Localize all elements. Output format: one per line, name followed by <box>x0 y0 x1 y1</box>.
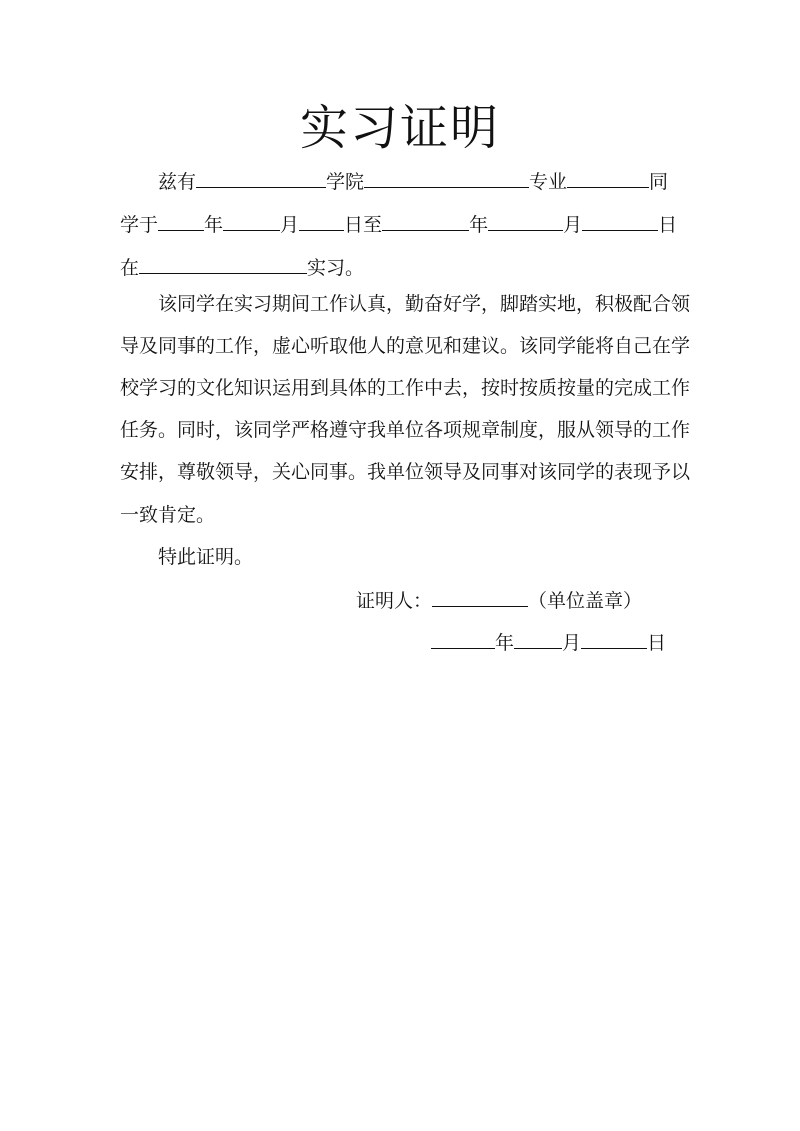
paragraph-line: 任务。同时，该同学严格遵守我单位各项规章制度，服从领导的工作 <box>120 419 691 441</box>
date-text: 月 <box>562 632 582 654</box>
end-month-blank[interactable] <box>488 210 563 231</box>
intro-text: 实习。 <box>307 257 365 279</box>
signatory-blank[interactable] <box>432 586 528 607</box>
page-title: 实习证明 <box>299 100 500 156</box>
intro-text: 学于 <box>120 214 159 236</box>
intro-text: 学院 <box>326 171 365 193</box>
date-text: 日 <box>647 632 667 654</box>
end-day-blank[interactable] <box>582 210 658 231</box>
student-name-blank[interactable] <box>196 167 326 188</box>
stamp-note: （单位盖章） <box>528 590 643 612</box>
intro-text: 日 <box>658 214 678 236</box>
company-blank[interactable] <box>139 253 307 274</box>
paragraph-line: 一致肯定。 <box>120 504 216 526</box>
college-blank[interactable] <box>364 167 529 188</box>
intro-text: 日至 <box>344 214 383 236</box>
date-line <box>431 628 666 658</box>
sign-month-blank[interactable] <box>514 628 562 649</box>
intro-text: 月 <box>280 214 300 236</box>
start-year-blank[interactable] <box>158 210 204 231</box>
intro-text: 年 <box>469 214 489 236</box>
intro-text: 兹有 <box>158 171 197 193</box>
signature-label: 证明人： <box>356 590 433 612</box>
intro-text: 在 <box>120 257 140 279</box>
closing-text: 特此证明。 <box>158 546 254 568</box>
paragraph-line: 导及同事的工作，虚心听取他人的意见和建议。该同学能将自己在学 <box>120 335 691 357</box>
end-year-blank[interactable] <box>382 210 469 231</box>
start-month-blank[interactable] <box>223 210 280 231</box>
start-day-blank[interactable] <box>299 210 344 231</box>
signature-line <box>356 586 642 616</box>
sign-year-blank[interactable] <box>431 628 495 649</box>
intro-text: 年 <box>204 214 224 236</box>
intro-text: 专业 <box>529 171 568 193</box>
intro-text: 月 <box>563 214 583 236</box>
sign-day-blank[interactable] <box>581 628 647 649</box>
intro-text: 同 <box>649 171 669 193</box>
paragraph-line: 安排，尊敬领导，关心同事。我单位领导及同事对该同学的表现予以 <box>120 461 691 483</box>
major-blank[interactable] <box>567 167 649 188</box>
intro-line-2 <box>120 210 677 240</box>
intro-line-3 <box>120 253 364 283</box>
date-text: 年 <box>495 632 515 654</box>
intro-line-1 <box>158 167 668 197</box>
paragraph-line: 该同学在实习期间工作认真，勤奋好学，脚踏实地，积极配合领 <box>158 293 691 315</box>
paragraph-line: 校学习的文化知识运用到具体的工作中去，按时按质按量的完成工作 <box>120 377 691 399</box>
